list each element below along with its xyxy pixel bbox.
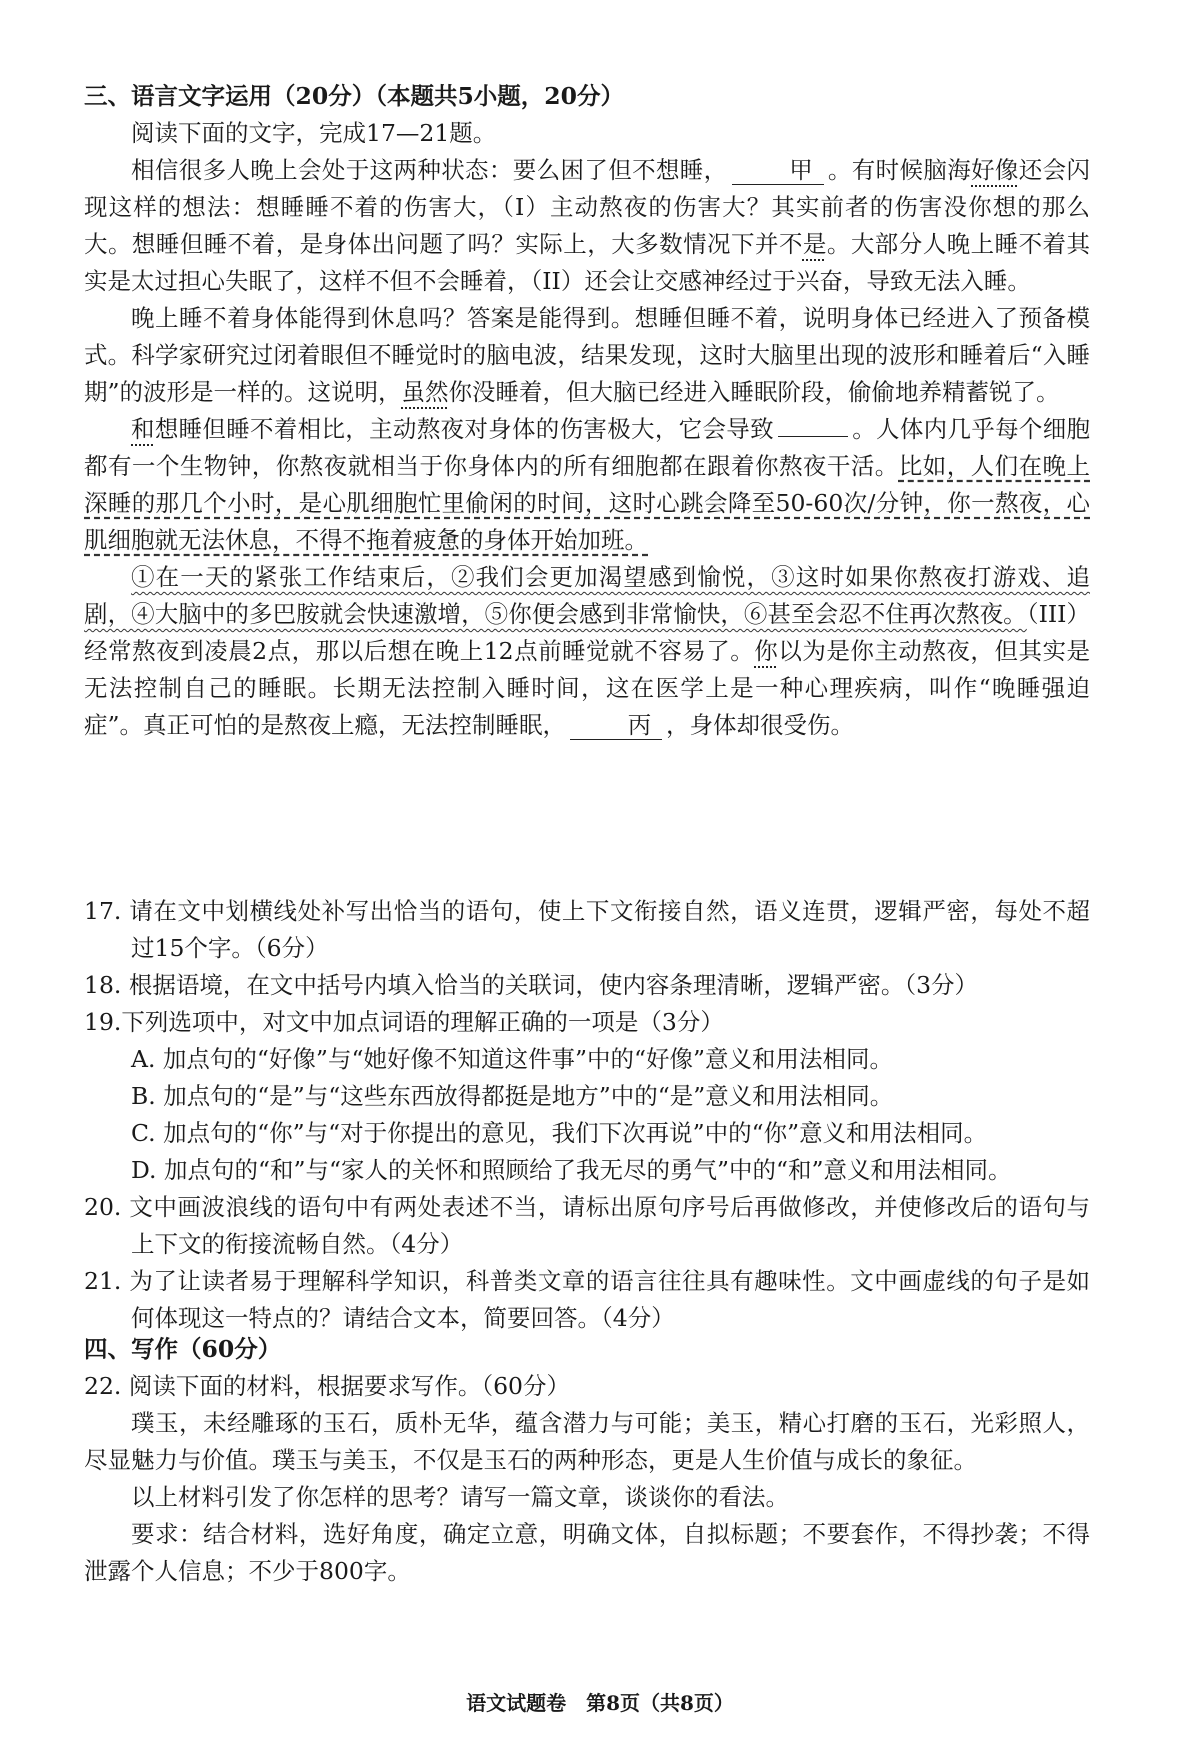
question-19-option-d: D. 加点句的“和”与“家人的关怀和照顾给了我无尽的勇气”中的“和”意义和用法相同。: [131, 1156, 1012, 1184]
dotted-word-suiran: 虽然: [401, 378, 449, 406]
reading-passage: [84, 152, 1090, 744]
question-17: 17. 请在文中划横线处补写出恰当的语句，使上下文衔接自然，语义连贯，逻辑严密，每处不超过15个字。（6分）: [84, 897, 1090, 962]
blank-yi: [778, 436, 848, 437]
passage-paragraph-2: 晚上睡不着身体能得到休息吗？答案是能得到。想睡但睡不着，说明身体已经进入了预备模式。科学家研究过闭着眼但不睡觉时的脑电波，结果发现，这时大脑里出现的波形和睡着后“入睡期”的波形是一样的。这说明，虽然你没睡着，但大脑已经进入睡眠阶段，偷偷地养精蓄锐了。: [84, 304, 1090, 406]
passage-paragraph-3: 和想睡但睡不着相比，主动熬夜对身体的伤害极大，它会导致 。人体内几乎每个细胞都有一个生物钟，你熬夜就相当于你身体内的所有细胞都在跟着你熬夜干活。比如，人们在晚上深睡的那几个小时，是心肌细胞忙里偷闲的时间，这时心跳会降至50-60次/分钟，你一熬夜，心肌细胞就无法休息，不得不拖着疲惫的身体开始加班。: [84, 415, 1091, 554]
question-21: 21. 为了让读者易于理解科学知识，科普类文章的语言往往具有趣味性。文中画虚线的句子是如何体现这一特点的？请结合文本，简要回答。（4分）: [84, 1267, 1090, 1332]
writing-prompt: 以上材料引发了你怎样的思考？请写一篇文章，谈谈你的看法。: [131, 1483, 789, 1511]
dotted-word-ni: 你: [754, 637, 779, 665]
question-22: 22. 阅读下面的材料，根据要求写作。（60分）: [84, 1372, 570, 1400]
question-19: 19.下列选项中，对文中加点词语的理解正确的一项是（3分）: [84, 1008, 724, 1036]
question-18: 18. 根据语境，在文中括号内填入恰当的关联词，使内容条理清晰，逻辑严密。（3分）: [84, 971, 979, 999]
dashed-sentence: 比如，人们在晚上深睡的那几个小时，是心肌细胞忙里偷闲的时间，这时心跳会降至50-60次/分钟，你一熬夜，心肌细胞就无法休息，不得不拖着疲惫的身体开始加班。: [84, 452, 1091, 554]
dotted-word-he: 和: [131, 415, 155, 443]
question-19-option-c: C. 加点句的“你”与“对于你提出的意见，我们下次再说”中的“你”意义和用法相同。: [131, 1119, 988, 1147]
dotted-word-haoxiang: 好像: [971, 156, 1019, 184]
writing-material: 璞玉，未经雕琢的玉石，质朴无华，蕴含潜力与可能；美玉，精心打磨的玉石，光彩照人，尽显魅力与价值。璞玉与美玉，不仅是玉石的两种形态，更是人生价值与成长的象征。: [84, 1409, 1090, 1474]
blank-jia: 甲: [732, 156, 824, 185]
page-footer: 语文试题卷 第8页（共8页）: [466, 1691, 734, 1715]
question-19-option-a: A. 加点句的“好像”与“她好像不知道这件事”中的“好像”意义和用法相同。: [131, 1045, 893, 1073]
wavy-sentences: ①在一天的紧张工作结束后，②我们会更加渴望感到愉悦，③这时如果你熬夜打游戏、追剧，④大脑中的多巴胺就会快速激增，⑤你便会感到非常愉快，⑥甚至会忍不住再次熬夜。: [84, 563, 1090, 628]
dotted-word-shi: 是: [802, 230, 827, 258]
passage-paragraph-1: 相信很多人晚上会处于这两种状态：要么困了但不想睡， 甲 。有时候脑海好像还会闪现这样的想法：想睡睡不着的伤害大，（I）主动熬夜的伤害大？其实前者的伤害没你想的那么大。想睡但睡不着，是身体出问题了吗？实际上，大多数情况下并不是。大部分人晚上睡不着其实是太过担心失眠了，这样不但不会睡着，（II）还会让交感神经过于兴奋，导致无法入睡。: [84, 156, 1091, 295]
passage-paragraph-4: ①在一天的紧张工作结束后，②我们会更加渴望感到愉悦，③这时如果你熬夜打游戏、追剧，④大脑中的多巴胺就会快速激增，⑤你便会感到非常愉快，⑥甚至会忍不住再次熬夜。（III）经常熬夜到凌晨2点，那以后想在晚上12点前睡觉就不容易了。你以为是你主动熬夜，但其实是无法控制自己的睡眠。长期无法控制入睡时间，这在医学上是一种心理疾病，叫作“晚睡强迫症”。真正可怕的是熬夜上瘾，无法控制睡眠， 丙 ，身体却很受伤。: [84, 563, 1091, 739]
question-19-option-b: B. 加点句的“是”与“这些东西放得都挺是地方”中的“是”意义和用法相同。: [131, 1082, 894, 1110]
questions-17-21: [84, 893, 1090, 1337]
question-20: 20. 文中画波浪线的语句中有两处表述不当，请标出原句序号后再做修改，并使修改后的语句与上下文的衔接流畅自然。（4分）: [84, 1193, 1090, 1258]
section3-header: [84, 78, 1090, 152]
section4: [84, 1331, 1090, 1590]
writing-requirements: 要求：结合材料，选好角度，确定立意，明确文体，自拟标题；不要套作，不得抄袭；不得泄露个人信息；不少于800字。: [84, 1520, 1090, 1585]
blank-bing: 丙: [570, 711, 662, 740]
section3-title: 三、语言文字运用（20分）（本题共5小题，20分）: [84, 82, 625, 110]
section3-intro: 阅读下面的文字，完成17—21题。: [131, 119, 497, 147]
section4-title: 四、写作（60分）: [84, 1335, 282, 1363]
